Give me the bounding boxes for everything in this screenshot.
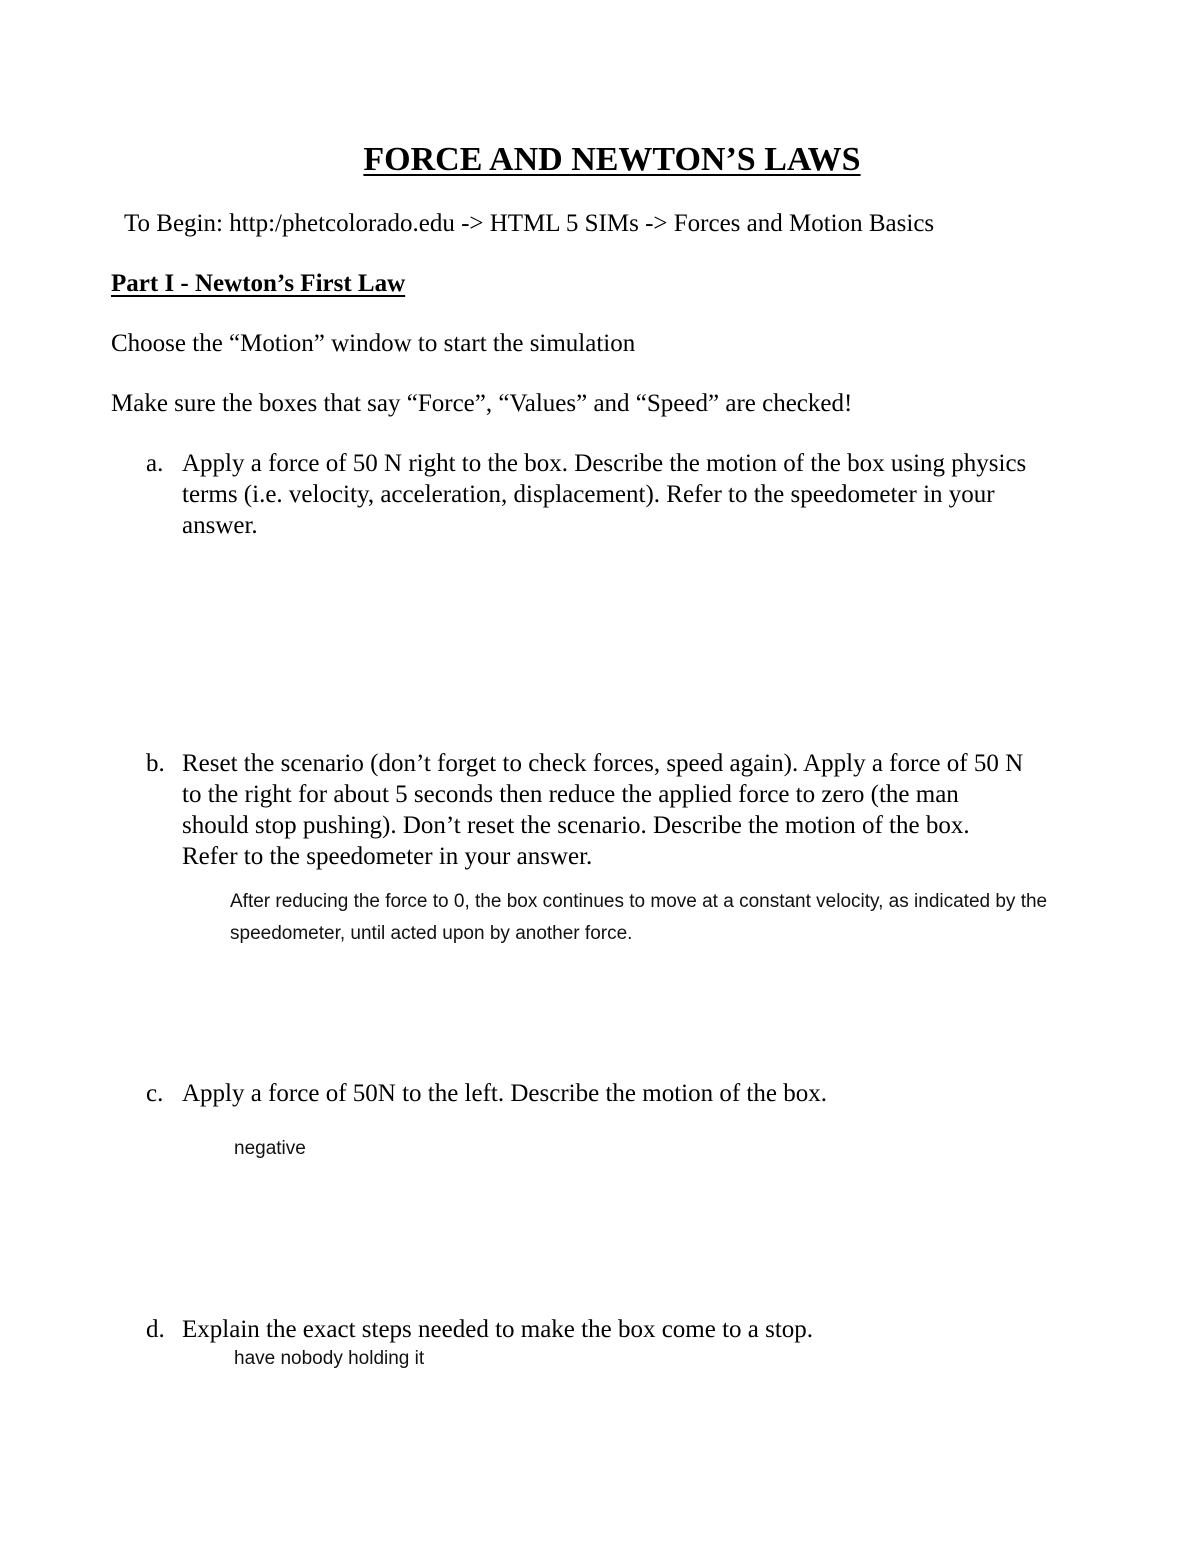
question-text-line: Reset the scenario (don’t forget to check forces, speed again). Apply a force of 50 N — [182, 750, 1024, 777]
question-text-line: Apply a force of 50N to the left. Describe the motion of the box. — [182, 1080, 827, 1107]
question-text-line: Apply a force of 50 N right to the box. Describe the motion of the box using physics — [182, 450, 1027, 477]
question-letter: c. — [146, 1080, 164, 1107]
question-letter: b. — [146, 750, 165, 777]
question-text-line: answer. — [182, 512, 258, 539]
question-text-line: terms (i.e. velocity, acceleration, displacement). Refer to the speedometer in your — [182, 481, 995, 508]
instruction-motion-window: Choose the “Motion” window to start the simulation — [111, 330, 636, 357]
answer-text-line: speedometer, until acted upon by another force. — [230, 923, 633, 944]
question-text-line: to the right for about 5 seconds then reduce the applied force to zero (the man — [182, 781, 959, 808]
section-heading: Part I - Newton’s First Law — [111, 270, 406, 297]
question-letter: d. — [146, 1316, 165, 1343]
question-text-line: should stop pushing). Don’t reset the scenario. Describe the motion of the box. — [182, 812, 970, 839]
document-title: FORCE AND NEWTON’S LAWS — [363, 141, 861, 178]
answer-text-line: have nobody holding it — [234, 1348, 425, 1369]
answer-text-line: negative — [234, 1138, 306, 1159]
question-letter: a. — [146, 450, 164, 477]
answer-text-line: After reducing the force to 0, the box continues to move at a constant velocity, as indicated by the — [230, 891, 1048, 912]
question-text-line: Explain the exact steps needed to make the box come to a stop. — [182, 1316, 814, 1343]
question-text-line: Refer to the speedometer in your answer. — [182, 843, 593, 870]
instruction-check-boxes: Make sure the boxes that say “Force”, “Values” and “Speed” are checked! — [111, 390, 853, 417]
intro-line: To Begin: http:/phetcolorado.edu -> HTML 5 SIMs -> Forces and Motion Basics — [124, 210, 935, 237]
